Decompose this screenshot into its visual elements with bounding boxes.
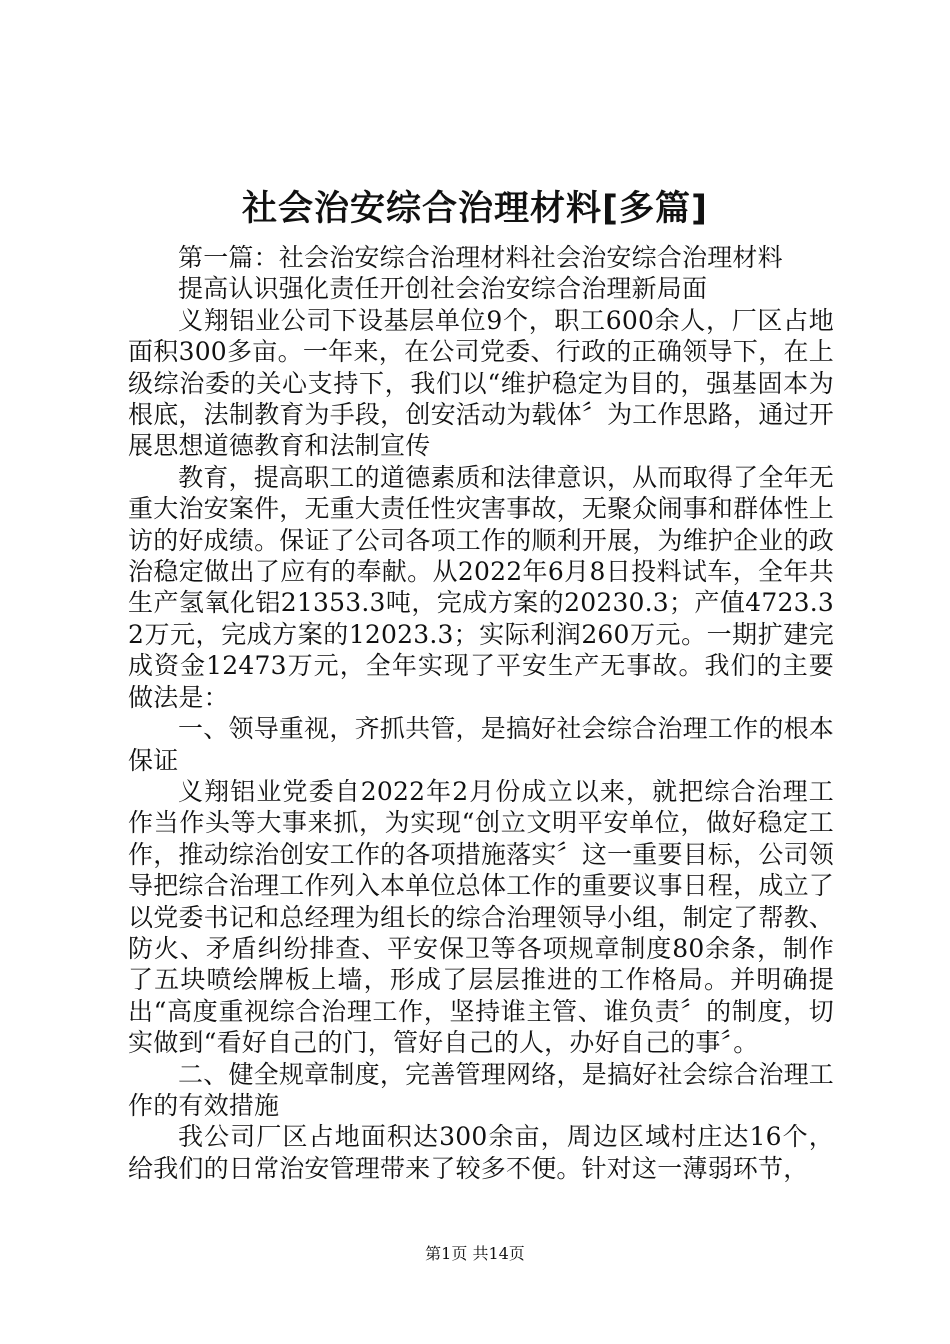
paragraph: 提高认识强化责任开创社会治安综合治理新局面 bbox=[178, 274, 708, 304]
section-heading: 一、领导重视，齐抓共管，是搞好社会综合治理工作的根本保证 bbox=[128, 714, 834, 775]
paragraph: 义翔铝业党委自2022年2月份成立以来，就把综合治理工作当作头等大事来抓，为实现“创立文明平安单位，做好稳定工作，推动综治创安工作的各项措施落实〞这一重要目标，公司领导把综合治理工作列入本单位总体工作的重要议事日程，成立了以党委书记和总经理为组长的综合治理领导小组，制定了帮教、防火、矛盾纠纷排查、平安保卫等各项规章制度80余条，制作了五块喷绘牌板上墙，形成了层层推进的工作格局。并明确提出“高度重视综合治理工作，坚持谁主管、谁负责〞的制度，切实做到“看好自己的门，管好自己的人，办好自己的事〞。 bbox=[128, 776, 834, 1058]
document-body bbox=[128, 242, 834, 1184]
paragraph: 义翔铝业公司下设基层单位9个，职工600余人，厂区占地面积300多亩。一年来，在公司党委、行政的正确领导下，在上级综治委的关心支持下，我们以“维护稳定为目的，强基固本为根底，法制教育为手段，创安活动为载体〞为工作思路，通过开展思想道德教育和法制宣传 bbox=[128, 305, 834, 461]
document-title: 社会治安综合治理材料[多篇] bbox=[242, 189, 708, 229]
paragraph: 我公司厂区占地面积达300余亩，周边区域村庄达16个，给我们的日常治安管理带来了较多不便。针对这一薄弱环节， bbox=[128, 1122, 834, 1183]
page-footer: 第1页 共14页 bbox=[425, 1244, 525, 1263]
paragraph: 教育，提高职工的道德素质和法律意识，从而取得了全年无重大治安案件，无重大责任性灾害事故，无聚众闹事和群体性上访的好成绩。保证了公司各项工作的顺利开展，为维护企业的政治稳定做出了应有的奉献。从2022年6月8日投料试车，全年共生产氢氧化铝21353.3吨，完成方案的20230.3；产值4723.32万元，完成方案的12023.3；实际利润260万元。一期扩建完成资金12473万元，全年实现了平安生产无事故。我们的主要做法是： bbox=[128, 462, 834, 712]
paragraph: 第一篇：社会治安综合治理材料社会治安综合治理材料 bbox=[178, 243, 783, 272]
section-heading: 二、健全规章制度，完善管理网络，是搞好社会综合治理工作的有效措施 bbox=[128, 1059, 834, 1120]
